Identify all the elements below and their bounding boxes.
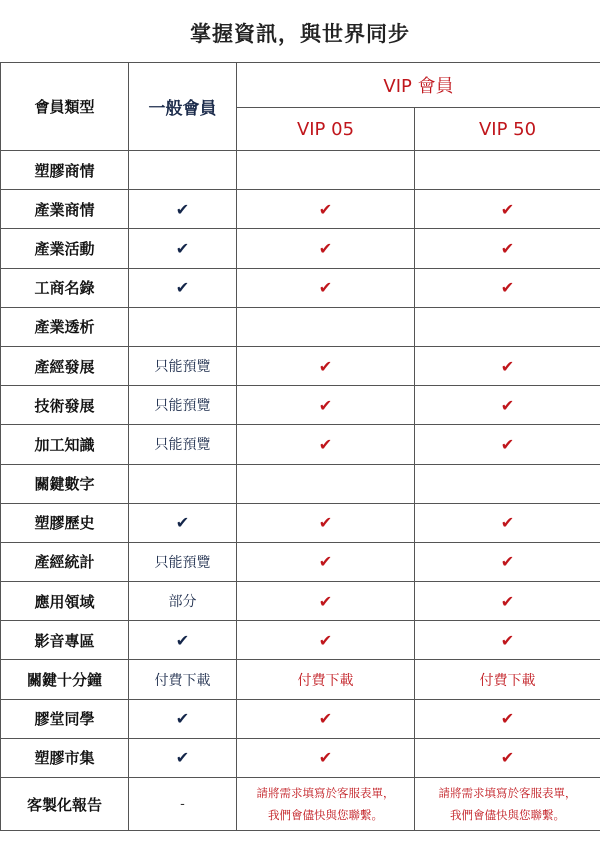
general-cell: ✔	[129, 229, 237, 268]
table-row	[1, 425, 600, 464]
feature-name-cell: 應用領域	[1, 582, 129, 621]
vip50-cell: ✔	[415, 425, 600, 464]
vip05-cell: ✔	[237, 346, 415, 385]
vip50-cell: ✔	[415, 738, 600, 777]
feature-name-cell: 技術發展	[1, 386, 129, 425]
feature-name-cell: 膠堂同學	[1, 699, 129, 738]
member-type-header: 會員類型	[1, 63, 129, 151]
vip05-cell: ✔	[237, 699, 415, 738]
feature-name-cell: 關鍵十分鐘	[1, 660, 129, 699]
table-row	[1, 346, 600, 385]
vip50-cell: ✔	[415, 542, 600, 581]
general-cell: 部分	[129, 582, 237, 621]
vip05-cell: ✔	[237, 542, 415, 581]
vip50-note-cell	[415, 778, 600, 831]
feature-name-cell: 客製化報告	[1, 778, 129, 831]
vip50-cell: ✔	[415, 582, 600, 621]
vip-member-header: VIP 會員	[237, 63, 600, 108]
vip50-cell: ✔	[415, 268, 600, 307]
vip50-note-line1: 請將需求填寫於客服表單，	[438, 786, 577, 800]
header-row	[1, 63, 600, 108]
table-row	[1, 542, 600, 581]
general-cell: 只能預覽	[129, 386, 237, 425]
general-cell: ✔	[129, 699, 237, 738]
general-cell: ✔	[129, 738, 237, 777]
vip50-cell: ✔	[415, 346, 600, 385]
feature-name-cell: 塑膠市集	[1, 738, 129, 777]
feature-name-cell: 產經發展	[1, 346, 129, 385]
vip05-cell: ✔	[237, 229, 415, 268]
vip05-note-line1: 請將需求填寫於客服表單，	[256, 786, 395, 800]
vip05-cell: ✔	[237, 386, 415, 425]
page-title: 掌握資訊，與世界同步	[190, 22, 410, 46]
vip50-cell: ✔	[415, 190, 600, 229]
feature-name-cell: 產業透析	[1, 307, 129, 346]
vip50-cell: 付費下載	[415, 660, 600, 699]
table-row	[1, 464, 600, 503]
general-cell: 只能預覽	[129, 346, 237, 385]
vip05-cell: ✔	[237, 621, 415, 660]
table-row	[1, 151, 600, 190]
table-row	[1, 660, 600, 699]
table-row	[1, 229, 600, 268]
general-cell: -	[129, 778, 237, 831]
vip05-cell: ✔	[237, 268, 415, 307]
vip05-cell	[237, 464, 415, 503]
general-cell: ✔	[129, 268, 237, 307]
general-cell: 付費下載	[129, 660, 237, 699]
vip50-cell: ✔	[415, 699, 600, 738]
vip05-cell: ✔	[237, 738, 415, 777]
vip50-cell	[415, 307, 600, 346]
feature-name-cell: 影音專區	[1, 621, 129, 660]
vip50-cell: ✔	[415, 621, 600, 660]
vip05-cell	[237, 307, 415, 346]
table-row	[1, 307, 600, 346]
vip50-cell: ✔	[415, 229, 600, 268]
vip50-header: VIP 50	[415, 108, 600, 151]
general-member-header: 一般會員	[129, 63, 237, 151]
table-row	[1, 503, 600, 542]
vip50-cell	[415, 464, 600, 503]
general-cell: ✔	[129, 621, 237, 660]
feature-name-cell: 關鍵數字	[1, 464, 129, 503]
membership-comparison-table	[0, 62, 600, 831]
feature-name-cell: 塑膠歷史	[1, 503, 129, 542]
feature-name-cell: 產業活動	[1, 229, 129, 268]
feature-name-cell: 產經統計	[1, 542, 129, 581]
feature-name-cell: 塑膠商情	[1, 151, 129, 190]
general-cell	[129, 307, 237, 346]
vip05-note-cell	[237, 778, 415, 831]
table-row	[1, 699, 600, 738]
table-row	[1, 386, 600, 425]
table-row	[1, 268, 600, 307]
vip50-note-line2: 我們會儘快與您聯繫。	[450, 808, 565, 822]
general-cell: ✔	[129, 190, 237, 229]
table-row	[1, 190, 600, 229]
vip05-cell	[237, 151, 415, 190]
general-cell: ✔	[129, 503, 237, 542]
vip05-cell: ✔	[237, 190, 415, 229]
vip05-cell: 付費下載	[237, 660, 415, 699]
vip50-cell	[415, 151, 600, 190]
general-cell	[129, 464, 237, 503]
vip05-cell: ✔	[237, 582, 415, 621]
general-cell: 只能預覽	[129, 542, 237, 581]
vip50-cell: ✔	[415, 386, 600, 425]
table-row	[1, 621, 600, 660]
table-row	[1, 582, 600, 621]
feature-name-cell: 工商名錄	[1, 268, 129, 307]
feature-name-cell: 加工知識	[1, 425, 129, 464]
vip50-cell: ✔	[415, 503, 600, 542]
vip05-cell: ✔	[237, 503, 415, 542]
feature-name-cell: 產業商情	[1, 190, 129, 229]
vip05-header: VIP 05	[237, 108, 415, 151]
vip05-cell: ✔	[237, 425, 415, 464]
general-cell	[129, 151, 237, 190]
general-cell: 只能預覽	[129, 425, 237, 464]
table-row	[1, 738, 600, 777]
table-row-custom-report	[1, 778, 600, 831]
vip05-note-line2: 我們會儘快與您聯繫。	[268, 808, 383, 822]
